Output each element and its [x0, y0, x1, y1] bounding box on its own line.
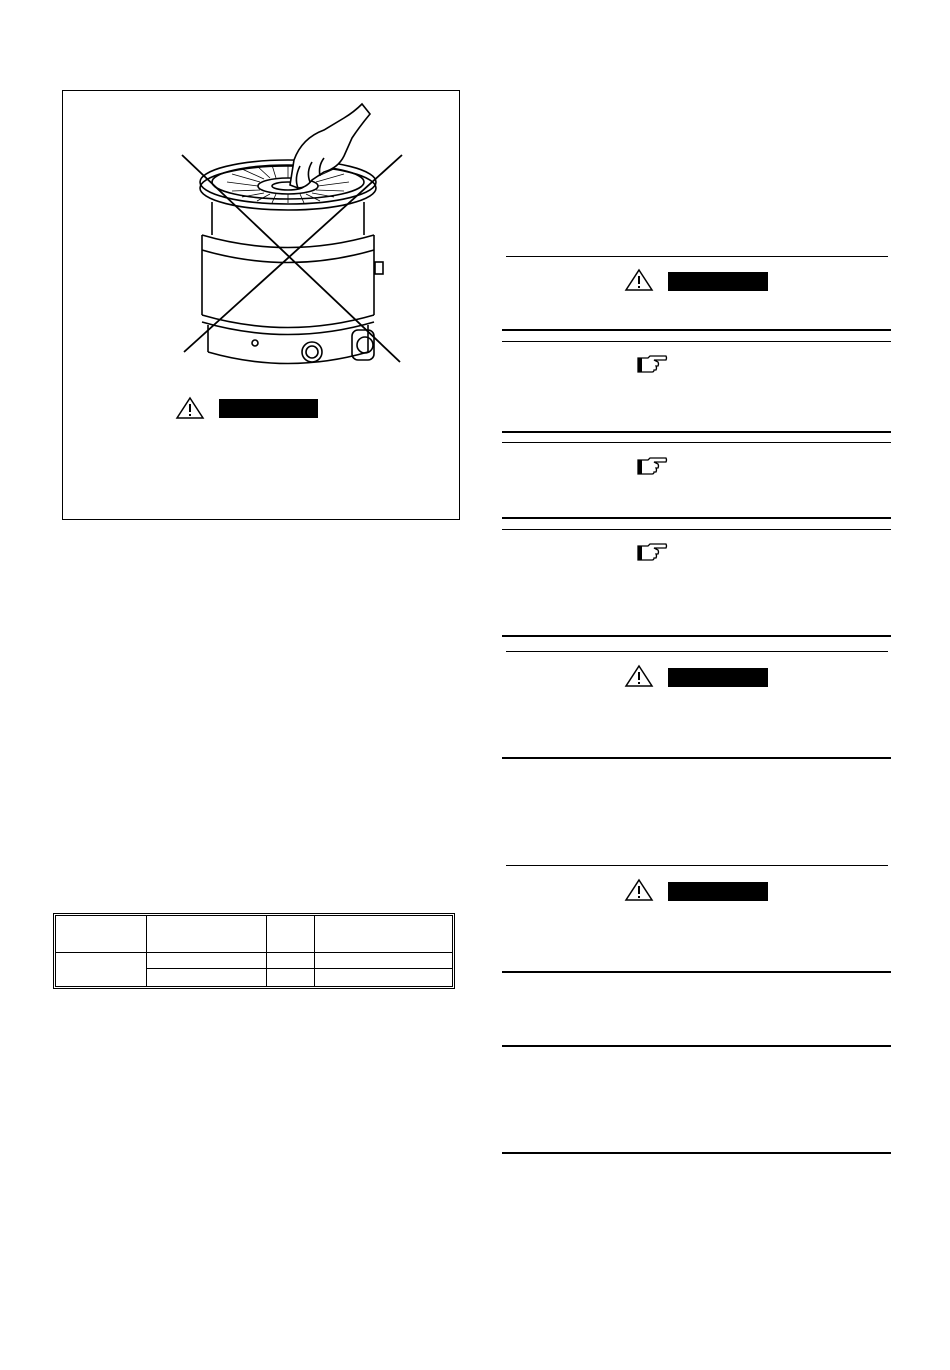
pointing-hand-icon	[636, 456, 668, 476]
warning-triangle-icon	[624, 664, 654, 688]
pump-with-hand-crossed-out-icon	[62, 90, 460, 520]
divider	[502, 442, 891, 443]
warning-label-tag	[668, 882, 768, 901]
divider	[502, 329, 891, 331]
divider	[502, 971, 891, 973]
warning-label-tag	[668, 272, 768, 291]
warning-triangle-icon	[624, 878, 654, 902]
warning-triangle-icon	[175, 396, 205, 420]
specification-table	[53, 913, 455, 989]
divider	[502, 757, 891, 759]
divider	[502, 1045, 891, 1047]
divider	[506, 256, 888, 257]
warning-label-tag	[668, 668, 768, 687]
pointing-hand-icon	[636, 354, 668, 374]
divider	[502, 517, 891, 519]
divider	[502, 635, 891, 637]
pointing-hand-icon	[636, 542, 668, 562]
divider	[502, 431, 891, 433]
warning-triangle-icon	[624, 268, 654, 292]
divider	[502, 341, 891, 342]
warning-label-tag	[219, 399, 318, 418]
divider	[506, 651, 888, 652]
divider	[506, 865, 888, 866]
divider	[502, 1152, 891, 1154]
divider	[502, 529, 891, 530]
